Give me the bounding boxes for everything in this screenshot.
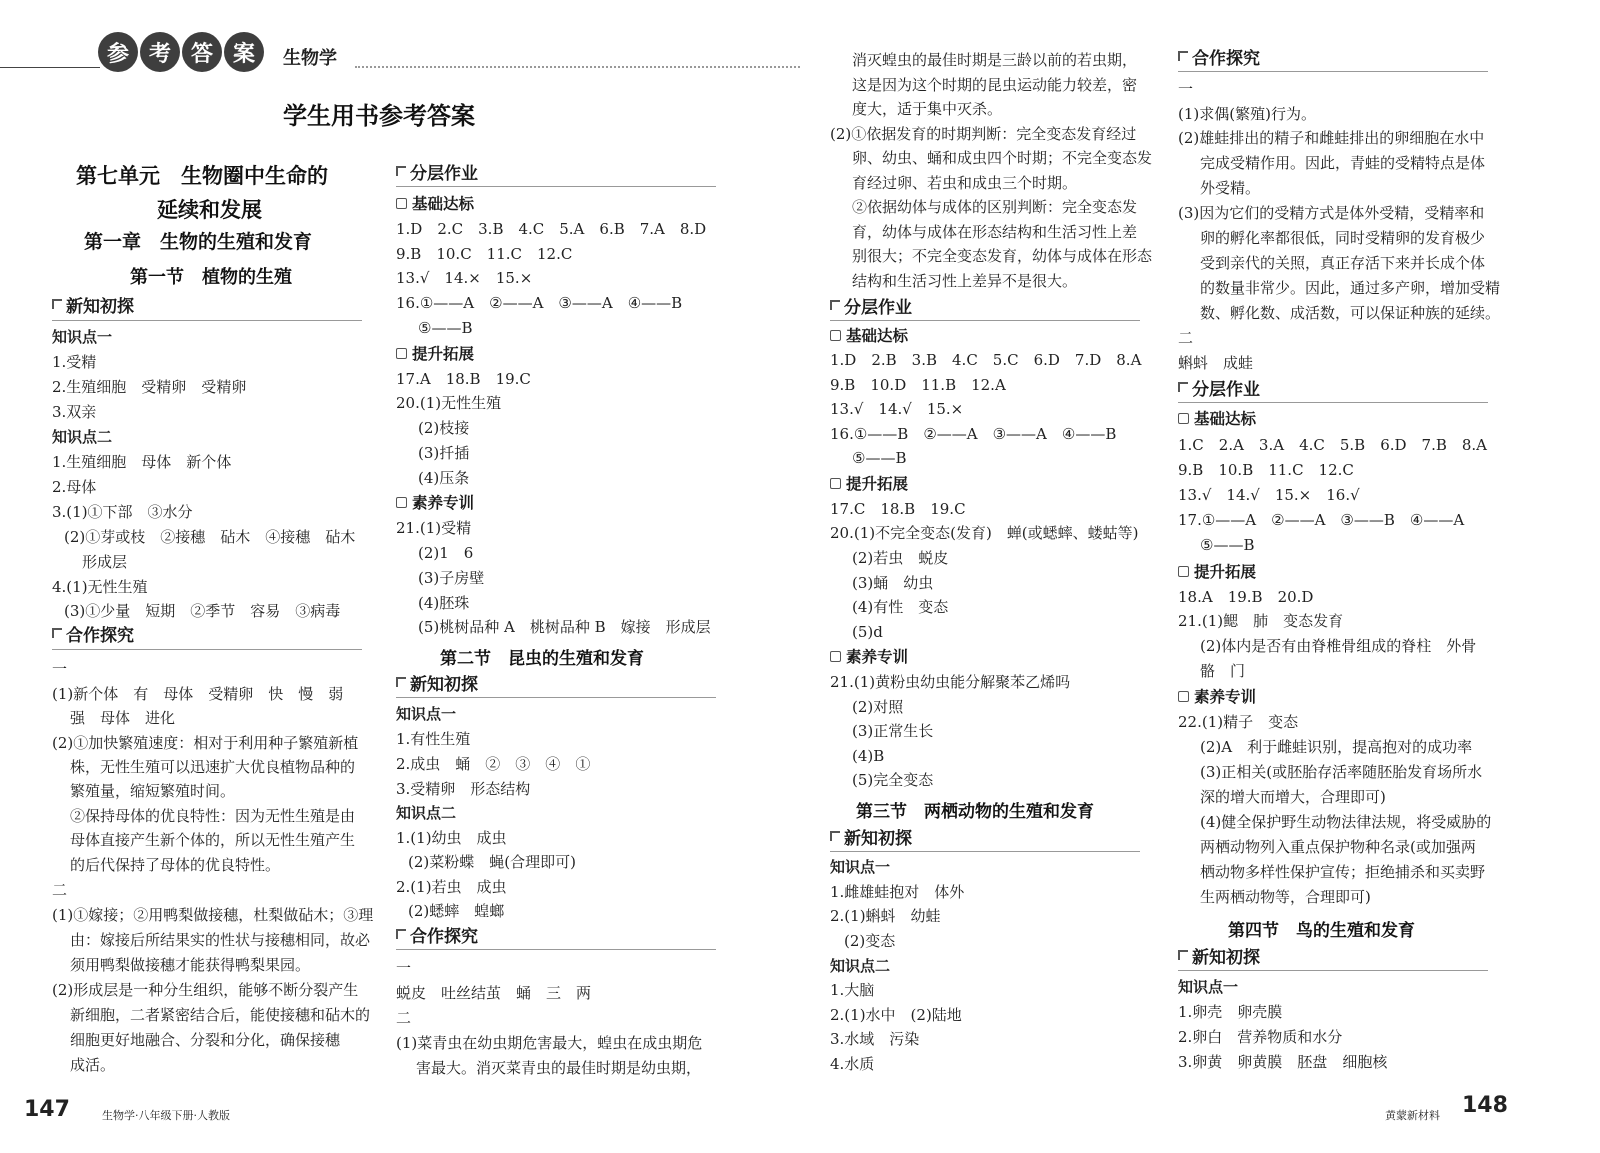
answer-line: 这是因为这个时期的昆虫运动能力较差，密 bbox=[852, 76, 1138, 94]
answer-line: 两栖动物列入重点保护物种名录(或加强两 bbox=[1200, 838, 1476, 856]
page-number-right: 148 bbox=[1462, 1093, 1508, 1118]
answer-line: 16.①——A ②——A ③——A ④——B bbox=[396, 294, 683, 312]
answer-line: 2.母体 bbox=[52, 478, 97, 496]
answer-line: (4)B bbox=[852, 747, 885, 765]
header-rule-left bbox=[0, 67, 100, 68]
heading-jichu: 基础达标 bbox=[1178, 409, 1256, 429]
heading-xinzhi: 新知初探 bbox=[1178, 947, 1260, 969]
answer-line: (4)胚珠 bbox=[418, 594, 470, 612]
answer-line: 细胞更好地融合、分裂和分化，确保接穗 bbox=[70, 1031, 341, 1049]
page-number-left: 147 bbox=[24, 1097, 70, 1122]
kp-label: 知识点一 bbox=[830, 858, 891, 876]
answer-line: (4)有性 变态 bbox=[852, 598, 949, 616]
answer-line: 数、孵化数、成活数，可以保证种族的延续。 bbox=[1200, 304, 1501, 322]
kp-label: 知识点二 bbox=[396, 804, 457, 822]
answer-line: 完成受精作用。因此，青蛙的受精特点是体 bbox=[1200, 154, 1486, 172]
answer-line: 别很大；不完全变态发育，幼体与成体在形态 bbox=[852, 247, 1153, 265]
answer-line: 1.雌雄蛙抱对 体外 bbox=[830, 883, 965, 901]
answer-line: 度大，适于集中灭杀。 bbox=[852, 100, 1003, 118]
answer-line: 3.受精卵 形态结构 bbox=[396, 780, 531, 798]
answer-line: 2.(1)水中 (2)陆地 bbox=[830, 1006, 962, 1024]
brand-logo bbox=[98, 32, 266, 72]
answer-line: 13.√ 14.× 15.× bbox=[396, 269, 533, 287]
answer-line: 由：嫁接后所结果实的性状与接穗相同，故必 bbox=[70, 931, 371, 949]
answer-line: 繁殖量，缩短繁殖时间。 bbox=[70, 782, 236, 800]
answer-line: (2)雄蛙排出的精子和雌蛙排出的卵细胞在水中 bbox=[1178, 129, 1485, 147]
answer-line: 1.有性生殖 bbox=[396, 730, 471, 748]
answer-line: 蝌蚪 成蛙 bbox=[1178, 354, 1254, 372]
answer-line: 的后代保持了母体的优良特性。 bbox=[70, 856, 281, 874]
brand-char: 案 bbox=[224, 32, 264, 72]
answer-line: 20.(1)无性生殖 bbox=[396, 394, 502, 412]
answer-line: 栖动物多样性保护宣传；拒绝捕杀和买卖野 bbox=[1200, 863, 1486, 881]
answer-line: 卵、幼虫、蛹和成虫四个时期；不完全变态发 bbox=[852, 149, 1153, 167]
answer-line: 3.(1)①下部 ③水分 bbox=[52, 503, 193, 521]
answer-line: 3.卵黄 卵黄膜 胚盘 细胞核 bbox=[1178, 1053, 1388, 1071]
answer-line: 1.(1)幼虫 成虫 bbox=[396, 829, 507, 847]
answer-line: 9.B 10.B 11.C 12.C bbox=[1178, 461, 1354, 479]
answer-line: (2)①芽或枝 ②接穗 砧木 ④接穗 砧木 bbox=[64, 528, 356, 546]
heading-rule bbox=[52, 320, 362, 321]
answer-line: 害最大。消灭菜青虫的最佳时期是幼虫期， bbox=[416, 1059, 702, 1077]
answer-line: 蜕皮 吐丝结茧 蛹 三 两 bbox=[396, 984, 592, 1002]
answer-line: 9.B 10.C 11.C 12.C bbox=[396, 245, 573, 263]
brand-char: 考 bbox=[140, 32, 180, 72]
answer-line: 须用鸭梨做接穗才能获得鸭梨果园。 bbox=[70, 956, 311, 974]
heading-rule bbox=[396, 186, 716, 187]
heading-jichu: 基础达标 bbox=[396, 194, 474, 214]
answer-line: 2.(1)若虫 成虫 bbox=[396, 878, 507, 896]
answer-line: 1.卵壳 卵壳膜 bbox=[1178, 1003, 1283, 1021]
answer-line: (2)菜粉蝶 蝇(合理即可) bbox=[408, 853, 576, 871]
answer-line: ⑤——B bbox=[418, 319, 473, 337]
answer-line: 新细胞，二者紧密结合后，能使接穗和砧木的 bbox=[70, 1006, 371, 1024]
answer-line: 21.(1)黄粉虫幼虫能分解聚苯乙烯吗 bbox=[830, 673, 1071, 691]
section-title-1: 第一节 植物的生殖 bbox=[130, 267, 292, 288]
kp-label: 知识点一 bbox=[396, 705, 457, 723]
heading-rule bbox=[396, 949, 716, 950]
answer-line: 21.(1)受精 bbox=[396, 519, 472, 537]
book-info: 生物学·八年级下册·人教版 bbox=[102, 1109, 230, 1122]
answer-line: 4.水质 bbox=[830, 1055, 875, 1073]
answer-line: 母体直接产生新个体的，所以无性生殖产生 bbox=[70, 831, 356, 849]
answer-line: (5)桃树品种 A 桃树品种 B 嫁接 形成层 bbox=[418, 618, 711, 636]
answer-line: 2.(1)蝌蚪 幼蛙 bbox=[830, 907, 941, 925]
unit-title-line2: 延续和发展 bbox=[157, 198, 262, 222]
answer-line: 16.①——B ②——A ③——A ④——B bbox=[830, 425, 1117, 443]
brand-char: 答 bbox=[182, 32, 222, 72]
heading-xinzhi: 新知初探 bbox=[52, 296, 134, 318]
answer-line: (3)子房壁 bbox=[418, 569, 485, 587]
answer-line: (1)①嫁接；②用鸭梨做接穗，杜梨做砧木；③理 bbox=[52, 906, 374, 924]
answer-line: 1.D 2.B 3.B 4.C 5.C 6.D 7.D 8.A bbox=[830, 351, 1142, 369]
answer-line: (2)变态 bbox=[844, 932, 896, 950]
answer-line: 骼 门 bbox=[1200, 662, 1246, 680]
answer-line: (1)新个体 有 母体 受精卵 快 慢 弱 bbox=[52, 685, 344, 703]
heading-suyang: 素养专训 bbox=[1178, 687, 1256, 707]
answer-line: (1)菜青虫在幼虫期危害最大，蝗虫在成虫期危 bbox=[396, 1034, 703, 1052]
heading-hezuo: 合作探究 bbox=[396, 926, 478, 948]
kp-label: 知识点二 bbox=[52, 428, 113, 446]
answer-line: 9.B 10.D 11.B 12.A bbox=[830, 376, 1006, 394]
kp-label: 知识点一 bbox=[52, 328, 113, 346]
answer-line: 育经过卵、若虫和成虫三个时期。 bbox=[852, 174, 1078, 192]
heading-rule bbox=[396, 697, 716, 698]
answer-line: ②保持母体的优良特性：因为无性生殖是由 bbox=[70, 807, 356, 825]
answer-line: 二 bbox=[396, 1009, 412, 1027]
answer-line: 21.(1)鳃 肺 变态发育 bbox=[1178, 612, 1344, 630]
answer-line: 1.大脑 bbox=[830, 981, 875, 999]
answer-line: 17.C 18.B 19.C bbox=[830, 500, 966, 518]
unit-title-line1: 第七单元 生物圈中生命的 bbox=[76, 164, 328, 188]
answer-line: (2)体内是否有由脊椎骨组成的脊柱 外骨 bbox=[1200, 637, 1477, 655]
answer-line: 20.(1)不完全变态(发育) 蝉(或蟋蟀、蝼蛄等) bbox=[830, 524, 1139, 542]
answer-line: 生两栖动物等，合理即可) bbox=[1200, 888, 1371, 906]
answer-line: (2)形成层是一种分生组织，能够不断分裂产生 bbox=[52, 981, 359, 999]
heading-tisheng: 提升拓展 bbox=[830, 474, 908, 494]
answer-line: 株，无性生殖可以迅速扩大优良植物品种的 bbox=[70, 758, 356, 776]
kp-label: 知识点二 bbox=[830, 957, 891, 975]
answer-line: 受到亲代的关照，真正存活下来并长成个体 bbox=[1200, 254, 1486, 272]
answer-line: 一 bbox=[52, 660, 68, 678]
heading-hezuo: 合作探究 bbox=[52, 625, 134, 647]
answer-line: (2)蟋蟀 蝗螂 bbox=[408, 902, 505, 920]
heading-fenceng: 分层作业 bbox=[830, 297, 912, 319]
answer-line: 13.√ 14.√ 15.× bbox=[830, 400, 964, 418]
heading-rule bbox=[1178, 71, 1488, 72]
kp-label: 知识点一 bbox=[1178, 978, 1239, 996]
answer-line: (3)扦插 bbox=[418, 444, 470, 462]
heading-rule bbox=[1178, 402, 1488, 403]
section-title-3: 第三节 两栖动物的生殖和发育 bbox=[856, 802, 1094, 822]
answer-line: 1.D 2.C 3.B 4.C 5.A 6.B 7.A 8.D bbox=[396, 220, 707, 238]
heading-tisheng: 提升拓展 bbox=[1178, 562, 1256, 582]
answer-line: (3)①少量 短期 ②季节 容易 ③病毒 bbox=[64, 602, 341, 620]
answer-line: 3.水域 污染 bbox=[830, 1030, 920, 1048]
answer-line: 深的增大而增大，合理即可) bbox=[1200, 788, 1386, 806]
heading-xinzhi: 新知初探 bbox=[830, 828, 912, 850]
answer-line: (2)A 利于雌蛙识别，提高抱对的成功率 bbox=[1200, 738, 1473, 756]
answer-line: (4)健全保护野生动物法律法规，将受威胁的 bbox=[1200, 813, 1492, 831]
right-note: 黄蒙新材料 bbox=[1385, 1109, 1440, 1122]
brand-char: 参 bbox=[98, 32, 138, 72]
answer-line: (2)①加快繁殖速度：相对于利用种子繁殖新植 bbox=[52, 734, 359, 752]
header-dotted-rule bbox=[355, 66, 800, 68]
heading-tisheng: 提升拓展 bbox=[396, 344, 474, 364]
answer-line: (2)枝接 bbox=[418, 419, 470, 437]
answer-line: ②依据幼体与成体的区别判断：完全变态发 bbox=[852, 198, 1138, 216]
heading-fenceng: 分层作业 bbox=[1178, 379, 1260, 401]
answer-line: 的数量非常少。因此，通过多产卵，增加受精 bbox=[1200, 279, 1501, 297]
answer-line: (5)d bbox=[852, 623, 883, 641]
answer-line: (2)对照 bbox=[852, 698, 904, 716]
answer-line: (5)完全变态 bbox=[852, 771, 934, 789]
subject-label: 生物学 bbox=[283, 48, 337, 69]
page-title: 学生用书参考答案 bbox=[283, 102, 475, 130]
heading-rule bbox=[52, 649, 362, 650]
answer-line: 17.A 18.B 19.C bbox=[396, 370, 531, 388]
answer-line: 一 bbox=[1178, 80, 1194, 98]
answer-line: 成活。 bbox=[70, 1056, 116, 1074]
answer-line: 1.生殖细胞 母体 新个体 bbox=[52, 453, 232, 471]
answer-line: ⑤——B bbox=[852, 449, 907, 467]
answer-line: 3.双亲 bbox=[52, 403, 97, 421]
answer-line: (3)蛹 幼虫 bbox=[852, 574, 934, 592]
heading-hezuo: 合作探究 bbox=[1178, 48, 1260, 70]
answer-line: 1.受精 bbox=[52, 353, 97, 371]
answer-line: 外受精。 bbox=[1200, 179, 1261, 197]
answer-line: 二 bbox=[52, 881, 68, 899]
answer-line: 强 母体 进化 bbox=[70, 709, 176, 727]
heading-rule bbox=[830, 320, 1140, 321]
heading-rule bbox=[1178, 970, 1488, 971]
answer-line: 结构和生活习性上差异不是很大。 bbox=[852, 272, 1078, 290]
answer-line: 育，幼体与成体在形态结构和生活习性上差 bbox=[852, 223, 1138, 241]
answer-line: (1)求偶(繁殖)行为。 bbox=[1178, 105, 1316, 123]
heading-suyang: 素养专训 bbox=[396, 493, 474, 513]
answer-line: 形成层 bbox=[82, 553, 128, 571]
answer-line: ⑤——B bbox=[1200, 536, 1255, 554]
answer-line: 18.A 19.B 20.D bbox=[1178, 588, 1314, 606]
answer-line: 2.生殖细胞 受精卵 受精卵 bbox=[52, 378, 247, 396]
heading-xinzhi: 新知初探 bbox=[396, 674, 478, 696]
section-title-4: 第四节 鸟的生殖和发育 bbox=[1228, 921, 1415, 941]
answer-line: (2)1 6 bbox=[418, 544, 474, 562]
answer-line: 卵的孵化率都很低，同时受精卵的发育极少 bbox=[1200, 229, 1486, 247]
answer-line: 4.(1)无性生殖 bbox=[52, 578, 148, 596]
answer-line: (2)①依据发育的时期判断：完全变态发育经过 bbox=[830, 125, 1137, 143]
answer-line: 二 bbox=[1178, 329, 1194, 347]
answer-line: (3)因为它们的受精方式是体外受精，受精率和 bbox=[1178, 204, 1485, 222]
answer-line: 1.C 2.A 3.A 4.C 5.B 6.D 7.B 8.A bbox=[1178, 436, 1488, 454]
heading-jichu: 基础达标 bbox=[830, 326, 908, 346]
section-title-2: 第二节 昆虫的生殖和发育 bbox=[440, 649, 644, 669]
answer-line: (3)正常生长 bbox=[852, 722, 934, 740]
heading-rule bbox=[830, 851, 1140, 852]
answer-line: 一 bbox=[396, 959, 412, 977]
answer-line: 2.成虫 蛹 ② ③ ④ ① bbox=[396, 755, 591, 773]
answer-line: 22.(1)精子 变态 bbox=[1178, 713, 1299, 731]
heading-fenceng: 分层作业 bbox=[396, 163, 478, 185]
answer-line: (4)压条 bbox=[418, 469, 470, 487]
chapter-title: 第一章 生物的生殖和发育 bbox=[84, 231, 313, 253]
answer-line: 13.√ 14.√ 15.× 16.√ bbox=[1178, 486, 1360, 504]
answer-line: 消灭蝗虫的最佳时期是三龄以前的若虫期， bbox=[852, 51, 1138, 69]
answer-line: (3)正相关(或胚胎存活率随胚胎发育场所水 bbox=[1200, 763, 1483, 781]
heading-suyang: 素养专训 bbox=[830, 647, 908, 667]
answer-line: 2.卵白 营养物质和水分 bbox=[1178, 1028, 1343, 1046]
answer-line: 17.①——A ②——A ③——B ④——A bbox=[1178, 511, 1465, 529]
answer-line: (2)若虫 蜕皮 bbox=[852, 549, 949, 567]
